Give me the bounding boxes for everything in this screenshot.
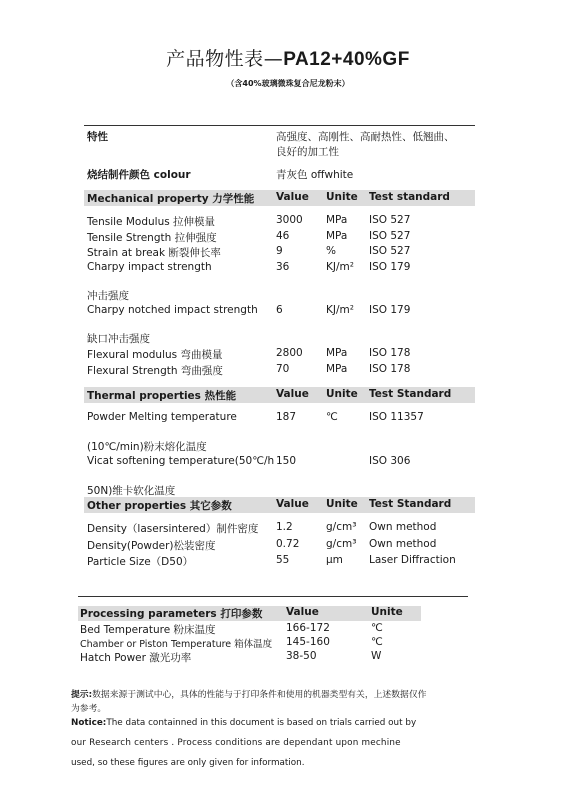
- mechanical-header-value: Value: [276, 191, 309, 203]
- mechanical-row-notched-cn: 缺口冲击强度: [87, 333, 150, 345]
- row-value: 2800: [276, 347, 303, 359]
- mechanical-row-impact-cn: 冲击强度: [87, 290, 129, 302]
- mechanical-header-unit: Unite: [326, 191, 358, 203]
- row-standard: ISO 527: [369, 230, 411, 242]
- notice-cn-line1: 提示:数据来源于测试中心，具体的性能与于打印条件和使用的机器类型有关，上述数据仅作: [71, 690, 427, 700]
- other-header-name: Other properties 其它参数: [87, 500, 232, 512]
- row-value: 9: [276, 245, 283, 257]
- row-name: Flexural modulus 弯曲模量: [87, 349, 223, 361]
- row-unit: ℃: [371, 622, 383, 634]
- title-grade: PA12+40%GF: [283, 49, 410, 70]
- row-unit: μm: [326, 554, 343, 566]
- row-unit: KJ/m²: [326, 261, 354, 273]
- notice-cn-label: 提示:: [71, 690, 93, 700]
- thermal-header-name: Thermal properties 热性能: [87, 390, 237, 402]
- property-label: 特性: [87, 131, 108, 143]
- row-name: Vicat softening temperature(50℃/h: [87, 455, 275, 467]
- row-unit: MPa: [326, 214, 348, 226]
- thermal-row-melting-cn: (10℃/min)粉末熔化温度: [87, 441, 207, 453]
- row-unit: KJ/m²: [326, 304, 354, 316]
- row-standard: ISO 178: [369, 347, 411, 359]
- row-name: Powder Melting temperature: [87, 411, 237, 423]
- row-value: 166-172: [286, 622, 330, 634]
- row-standard: ISO 11357: [369, 411, 424, 423]
- row-unit: MPa: [326, 363, 348, 375]
- row-value: 3000: [276, 214, 303, 226]
- row-value: 38-50: [286, 650, 317, 662]
- row-name: Density（lasersintered）制件密度: [87, 523, 259, 535]
- row-value: 36: [276, 261, 290, 273]
- thermal-header-value: Value: [276, 388, 309, 400]
- row-value: 145-160: [286, 636, 330, 648]
- row-value: 46: [276, 230, 290, 242]
- row-unit: ℃: [326, 411, 338, 423]
- row-standard: ISO 527: [369, 214, 411, 226]
- row-unit: g/cm³: [326, 521, 357, 533]
- row-standard: ISO 179: [369, 261, 411, 273]
- colour-value: 青灰色 offwhite: [276, 169, 354, 181]
- mechanical-header-standard: Test standard: [369, 191, 450, 203]
- row-value: 150: [276, 455, 297, 467]
- row-standard: Own method: [369, 538, 437, 550]
- notice-en-line2: our Research centers . Process conditions are dependant upon mechine: [71, 738, 401, 748]
- property-value-line2: 良好的加工性: [276, 146, 339, 158]
- row-unit: ℃: [371, 636, 383, 648]
- row-value: 55: [276, 554, 290, 566]
- top-rule: [84, 125, 475, 126]
- notice-en-label: Notice:: [71, 718, 107, 728]
- row-standard: ISO 306: [369, 455, 411, 467]
- row-standard: ISO 179: [369, 304, 411, 316]
- other-header-unit: Unite: [326, 498, 358, 510]
- row-name: Chamber or Piston Temperature 箱体温度: [80, 639, 273, 650]
- row-standard: Laser Diffraction: [369, 554, 456, 566]
- property-value-line1: 高强度、高刚性、高耐热性、低翘曲、: [276, 131, 455, 143]
- mechanical-header-name: Mechanical property 力学性能: [87, 193, 255, 205]
- row-unit: %: [326, 245, 336, 257]
- other-header-standard: Test Standard: [369, 498, 452, 510]
- notice-en-line1: Notice:The data containned in this document is based on trials carried out by: [71, 718, 417, 728]
- row-name: Flexural Strength 弯曲强度: [87, 365, 223, 377]
- row-unit: g/cm³: [326, 538, 357, 550]
- other-header-value: Value: [276, 498, 309, 510]
- processing-header-name: Processing parameters 打印参数: [80, 608, 263, 620]
- thermal-row-vicat-cn: 50N)维卡软化温度: [87, 485, 176, 497]
- row-name: Charpy impact strength: [87, 261, 212, 273]
- row-name: Tensile Modulus 拉伸模量: [87, 216, 216, 228]
- row-name: Tensile Strength 拉伸强度: [87, 232, 217, 244]
- processing-rule: [78, 596, 468, 597]
- processing-header-value: Value: [286, 606, 319, 618]
- row-value: 70: [276, 363, 290, 375]
- title-dash: —: [263, 48, 284, 70]
- row-value: 1.2: [276, 521, 293, 533]
- row-name: Hatch Power 激光功率: [80, 652, 192, 664]
- row-standard: Own method: [369, 521, 437, 533]
- row-name: Particle Size（D50）: [87, 556, 194, 568]
- thermal-header-unit: Unite: [326, 388, 358, 400]
- colour-label: 烧结制件颜色 colour: [87, 169, 191, 181]
- row-name: Bed Temperature 粉床温度: [80, 624, 216, 636]
- row-standard: ISO 178: [369, 363, 411, 375]
- row-name: Strain at break 断裂伸长率: [87, 247, 221, 259]
- notice-cn-line2: 为参考。: [71, 704, 107, 714]
- title-main: 产品物性表: [166, 48, 264, 70]
- row-unit: MPa: [326, 230, 348, 242]
- row-name: Charpy notched impact strength: [87, 304, 258, 316]
- row-standard: ISO 527: [369, 245, 411, 257]
- row-value: 187: [276, 411, 297, 423]
- thermal-header-standard: Test Standard: [369, 388, 452, 400]
- row-unit: MPa: [326, 347, 348, 359]
- row-name: Density(Powder)松装密度: [87, 540, 216, 552]
- processing-header-unit: Unite: [371, 606, 403, 618]
- document-title: [0, 44, 576, 71]
- notice-en-line3: used, so these figures are only given for information.: [71, 758, 305, 768]
- row-value: 6: [276, 304, 283, 316]
- row-unit: W: [371, 650, 382, 662]
- row-value: 0.72: [276, 538, 300, 550]
- document-subtitle: （含40%玻璃微珠复合尼龙粉末）: [226, 79, 350, 88]
